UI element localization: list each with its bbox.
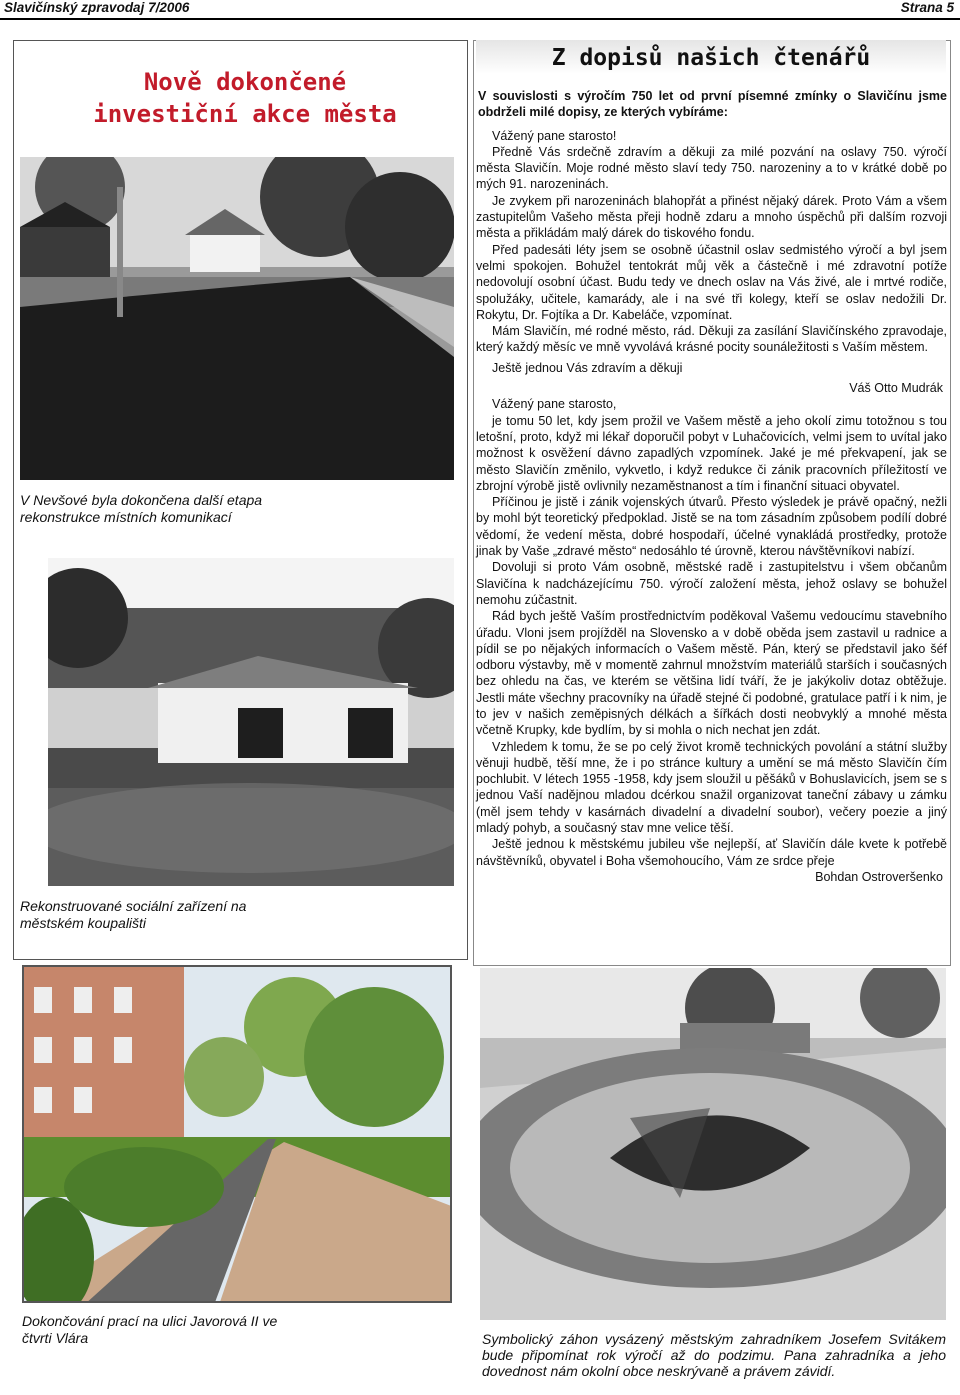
signature-1: Váš Otto Mudrák <box>849 381 943 396</box>
article-paragraph: Ještě jednou Vás zdravím a děkuji <box>492 360 683 375</box>
article-paragraph: Mám Slavičín, mé rodné město, rád. Děkuji za zasílání Slavičínského zpravodaje, který každý měsíc ve mně vyvolává krásné pocity sounáležitosti s Vaším městem. <box>476 324 947 355</box>
header-rule <box>0 18 960 20</box>
article-paragraph: Předně Vás srdečně zdravím a děkuji za milé pozvání na oslavy 750. výročí města Slavičín. Moje rodné město slaví tedy 750. narozeniny a to v krátké době po mých 91. narozeninách. <box>476 144 947 192</box>
flowerbed-caption: Symbolický záhon vysázený městským zahradníkem Josefem Svitákem bude připomínat rok výročí až do podzimu. Pana zahradníka a jeho dovednost nám okolní obce neskrývaně a právem závidí. <box>482 1331 946 1379</box>
pool-caption: Rekonstruované sociální zařízení na městském koupališti <box>20 898 247 931</box>
left-title-line2: investiční akce města <box>93 100 397 128</box>
page-number: Strana 5 <box>900 0 954 15</box>
article-paragraph: Před padesáti léty jsem se osobně účastnil oslav sedmistého výročí a byl jsem velmi spokojen. Bohužel tentokrát můj věk a částečně i mé zdravotní potíže nedovolují osobní účast. Budu tedy ve dnech oslav na Vás živé, ale i mrtvé rodiče, spolužáky, učitele, kamarády, ale i na své tři kolegy, kteří se oslav nedožili Dr. Rokytu, Dr. Fojtíka a Dr. Kabeláče, vzpomínat. <box>476 242 947 322</box>
street-photo <box>22 965 452 1303</box>
article-paragraph: Příčinou je jistě i zánik vojenských útvarů. Přesto výsledek je právě opačný, nežli by mohl být teoretický předpoklad. Jistě se na tom zásadním způsobem podílí dobré vědomí, že vedení města, dobré hospodaří, účelné vynakládá prostředky, protože jinak by Vaše „zdravé město“ nedosáhlo té úrovně, kterou návštěvníkovi nabízí. <box>476 495 947 559</box>
flowerbed-photo <box>480 968 946 1320</box>
page-header <box>0 0 960 20</box>
article-paragraph: Rád bych ještě Vaším prostřednictvím poděkoval Vašemu vedoucímu stavebního úřadu. Vloni jsem projížděl na Slovensko a v době oběda jsem zastavil u radnice a pídil se po nějakých informacích o Vašem městě. Pán, který se představil jako šéf odboru výstavby, mě v momentě zahrnul množstvím materiálů starších i současných bez ohledu na čas, ve kterém se většina lidí tváří, že je jakýkoliv dotaz obtěžuje. Jestli máte všechny pracovníky na úřadě stejné či podobné, gratulace patří i k nim, je to jev v našich zeměpisných délkách a šířkách dosti neobvyklý a mnohé města včetně Krupky, kde bydlím, by si mohla o nich nechat jen zdát. <box>476 609 947 738</box>
article-paragraph: Ještě jednou k městskému jubileu vše nejlepší, ať Slavičín dále kvete k potřebě návštěvníků, obyvatel i Boha všemohoucího, Vám ze srdce přeje <box>476 837 947 868</box>
pool-photo <box>48 558 454 886</box>
article-paragraph: Vážený pane starosto, <box>492 397 617 412</box>
road-photo <box>20 157 454 480</box>
left-title-line1: Nově dokončené <box>143 68 347 96</box>
article-paragraph: Vzhledem k tomu, že se po celý život kromě technických povolání a státní služby věnuji hudbě, těší mne, že i po stránce kultury a umění se má město Slavičín čím pochlubit. V létech 1955 -1958, kdy jsem sloužil u pěšáků v Bohuslavicích, jsem se s jednou Vaší nadějnou mladou dcérkou snažil organizovat taneční zábavy u zámku (měl jsem tehdy v kasárnách divadelní a divadelní soubor), večery poezie a jiný mladý pohyb, a současný stav mne velice těší. <box>476 739 947 836</box>
article-paragraph: Vážený pane starosto! <box>492 128 617 143</box>
road-caption: V Nevšové byla dokončena další etapa rekonstrukce místních komunikací <box>20 492 263 525</box>
left-section-title <box>50 66 440 130</box>
article-body <box>476 88 947 885</box>
article-title: Z dopisů našich čtenářů <box>476 40 946 74</box>
street-caption: Dokončování prací na ulici Javorová II ve čtvrti Vlára <box>22 1313 278 1346</box>
article-paragraph: Dovoluji si proto Vám osobně, městské radě i zastupitelstvu i všem občanům Slavičína k nadcházejícímu 750. výročí založení města, jehož oslavy se bohužel nemohu zúčastnit. <box>476 560 947 607</box>
article-intro: V souvislosti s výročím 750 let od první písemné zmínky o Slavičínu jsme obdrželi milé dopisy, ze kterých vybíráme: <box>478 89 947 120</box>
signature-2: Bohdan Ostroveršenko <box>815 869 943 884</box>
article-paragraph: Je zvykem při narozeninách blahopřát a přinést nějaký dárek. Proto Vám a všem zastupitelům Vašeho města přeji hodně zdaru a mnoho úspěchů při dalším rozvoji města a přikládám malý dárek do tiskového fondu. <box>476 193 947 241</box>
article-paragraph: je tomu 50 let, kdy jsem prožil ve Vašem městě a jeho okolí zimu totožnou s tou letošní, proto, když mi lékař doporučil pobyt v Luhačovicích, velmi jsem to uvítal jako možnost k osvěžení dávno zapadlých vzpomínek. Jaké je mé překvapení, jak se město Slavičín změnilo, vykvetlo, i když redukce či zánik pracovních příležitostí ve zbrojní výrobě jistě ovlivnily nezaměstnanost a tím i finanční situaci obyvatel. <box>476 413 947 493</box>
publication-title: Slavičínský zpravodaj 7/2006 <box>4 0 190 15</box>
